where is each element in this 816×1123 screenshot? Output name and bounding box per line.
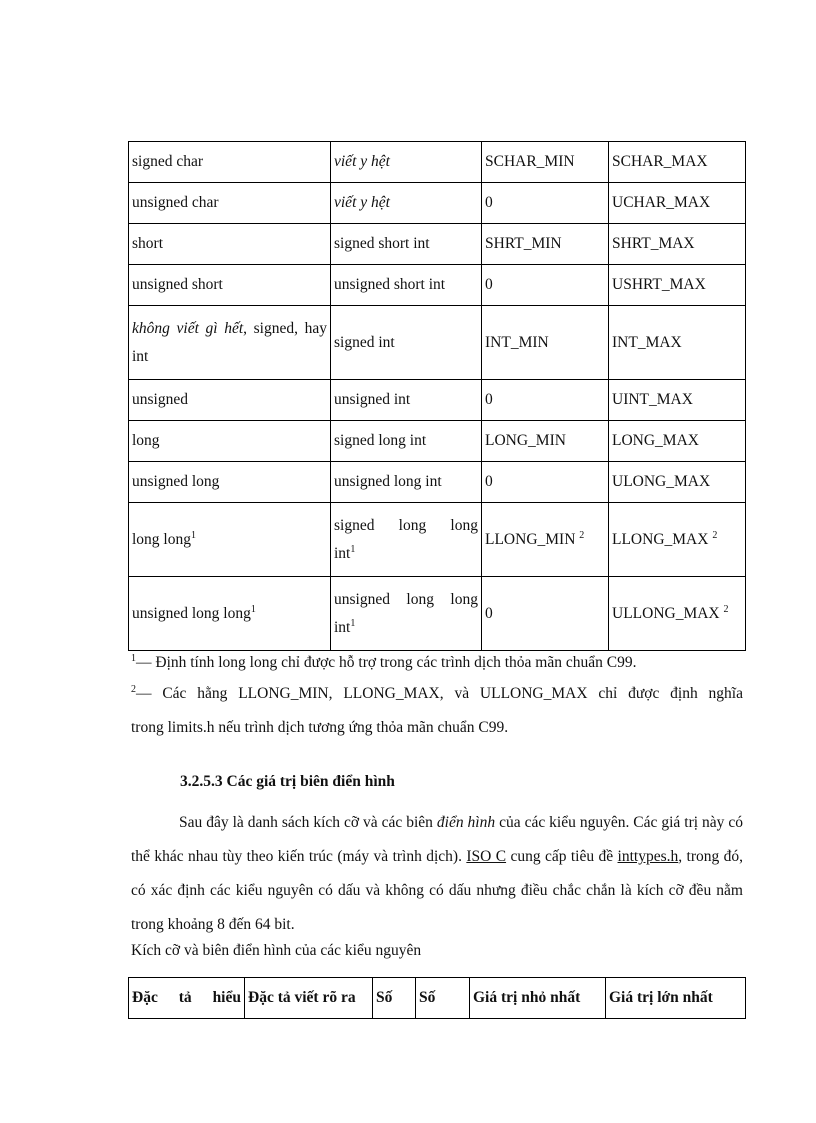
- table-cell: unsigned long int: [331, 462, 482, 503]
- cell-text: signed long long: [334, 516, 478, 534]
- paragraph-italic: điển hình: [436, 814, 496, 831]
- table-cell: SHRT_MIN: [482, 224, 609, 265]
- table-cell: unsigned long: [129, 462, 331, 503]
- table-cell: SCHAR_MIN: [482, 142, 609, 183]
- table-cell: [482, 503, 609, 577]
- table-row: [129, 306, 746, 380]
- inttypes-link[interactable]: inttypes.h: [617, 848, 679, 865]
- table-cell: LONG_MIN: [482, 421, 609, 462]
- footnote-mark: 2: [579, 529, 585, 541]
- table-header-row: [129, 978, 746, 1019]
- table-cell: [129, 503, 331, 577]
- footnote-text: trong limits.h nếu trình dịch tương ứng thỏa mãn chuẩn C99.: [131, 719, 509, 736]
- table-caption: Kích cỡ và biên điển hình của các kiểu nguyên: [131, 942, 422, 959]
- footnote-mark: 2: [131, 683, 136, 695]
- cell-text: int: [334, 544, 351, 562]
- paragraph-text: Sau đây là danh sách kích cỡ và các biên: [179, 814, 437, 831]
- table-cell: INT_MIN: [482, 306, 609, 380]
- table-cell: signed short int: [331, 224, 482, 265]
- table-cell: UCHAR_MAX: [609, 183, 746, 224]
- table-cell: [331, 503, 482, 577]
- footnote-mark: 1: [250, 603, 256, 615]
- table-cell: 0: [482, 577, 609, 651]
- table-cell: SCHAR_MAX: [609, 142, 746, 183]
- footnote-mark: 1: [350, 543, 356, 555]
- footnote-mark: 1: [131, 652, 136, 664]
- table-cell: unsigned short: [129, 265, 331, 306]
- table-cell: [129, 577, 331, 651]
- table-header-cell: Giá trị lớn nhất: [606, 978, 746, 1019]
- table-cell: 0: [482, 183, 609, 224]
- table-row: [129, 503, 746, 577]
- table-row: [129, 380, 746, 421]
- table-header-cell: Đặc tả hiểu: [129, 978, 245, 1019]
- cell-text: unsigned long long: [132, 604, 251, 622]
- table-header-cell: Giá trị nhỏ nhất: [470, 978, 606, 1019]
- table-row: [129, 183, 746, 224]
- table-cell: SHRT_MAX: [609, 224, 746, 265]
- table-cell: LONG_MAX: [609, 421, 746, 462]
- cell-text: unsigned long long: [334, 590, 478, 608]
- table-header-cell: Số: [373, 978, 416, 1019]
- table-cell: [331, 577, 482, 651]
- table-cell: unsigned: [129, 380, 331, 421]
- table-cell: signed long int: [331, 421, 482, 462]
- cell-text: LLONG_MAX: [612, 530, 713, 548]
- table-row: [129, 462, 746, 503]
- table-cell: signed char: [129, 142, 331, 183]
- footnote-2: [131, 677, 743, 745]
- table-header-cell: Đặc tả viết rõ ra: [245, 978, 373, 1019]
- cell-text: ULLONG_MAX: [612, 604, 724, 622]
- footnote-text: — Các hằng LLONG_MIN, LLONG_MAX, và ULLONG_MAX chỉ được định nghĩa: [136, 685, 743, 702]
- paragraph-text: , trong đó, có xác định các kiểu nguyên có dấu và không có dấu nhưng điều chắc chắn là kích cỡ đều nằm trong khoảng 8 đến 64 bit.: [131, 848, 743, 933]
- cell-text: int: [334, 618, 351, 636]
- cell-text: , signed, hay int: [132, 319, 327, 365]
- footnote-mark: 2: [723, 603, 729, 615]
- table-row: [129, 577, 746, 651]
- cell-text: LLONG_MIN: [485, 530, 580, 548]
- table-cell: unsigned short int: [331, 265, 482, 306]
- table-cell: unsigned int: [331, 380, 482, 421]
- table-cell: viết y hệt: [331, 183, 482, 224]
- section-heading: 3.2.5.3 Các giá trị biên điển hình: [180, 773, 395, 790]
- type-specifier-table: [128, 141, 746, 651]
- table-cell: unsigned char: [129, 183, 331, 224]
- iso-c-link[interactable]: ISO C: [466, 848, 507, 865]
- table-row: [129, 142, 746, 183]
- footnote-text: — Định tính long long chỉ được hỗ trợ trong các trình dịch thỏa mãn chuẩn C99.: [136, 654, 637, 671]
- table-cell: [609, 503, 746, 577]
- table-row: [129, 265, 746, 306]
- paragraph-text: của các kiểu nguyên. Các giá trị này có thể khác nhau tùy theo kiến trúc (máy và trình dịch).: [131, 814, 743, 865]
- table-header-cell: Số: [416, 978, 470, 1019]
- table-cell: 0: [482, 265, 609, 306]
- table-cell: [609, 577, 746, 651]
- table-row: [129, 421, 746, 462]
- table-cell: 0: [482, 462, 609, 503]
- table-cell: [129, 306, 331, 380]
- table-cell: INT_MAX: [609, 306, 746, 380]
- table-cell: long: [129, 421, 331, 462]
- table-cell: ULONG_MAX: [609, 462, 746, 503]
- table-cell: USHRT_MAX: [609, 265, 746, 306]
- bounds-table: [128, 977, 746, 1019]
- table-row: [129, 224, 746, 265]
- table-cell: signed int: [331, 306, 482, 380]
- paragraph-text: cung cấp tiêu đề: [506, 848, 618, 865]
- table-cell: short: [129, 224, 331, 265]
- table-cell: viết y hệt: [331, 142, 482, 183]
- body-paragraph: [131, 806, 743, 942]
- footnote-mark: 1: [350, 617, 356, 629]
- footnote-mark: 1: [191, 529, 196, 541]
- cell-text: long long: [132, 530, 191, 548]
- footnote-mark: 2: [712, 529, 718, 541]
- table-cell: UINT_MAX: [609, 380, 746, 421]
- cell-italic-text: không viết gì hết: [132, 319, 244, 337]
- table-cell: 0: [482, 380, 609, 421]
- footnote-1: [131, 646, 743, 680]
